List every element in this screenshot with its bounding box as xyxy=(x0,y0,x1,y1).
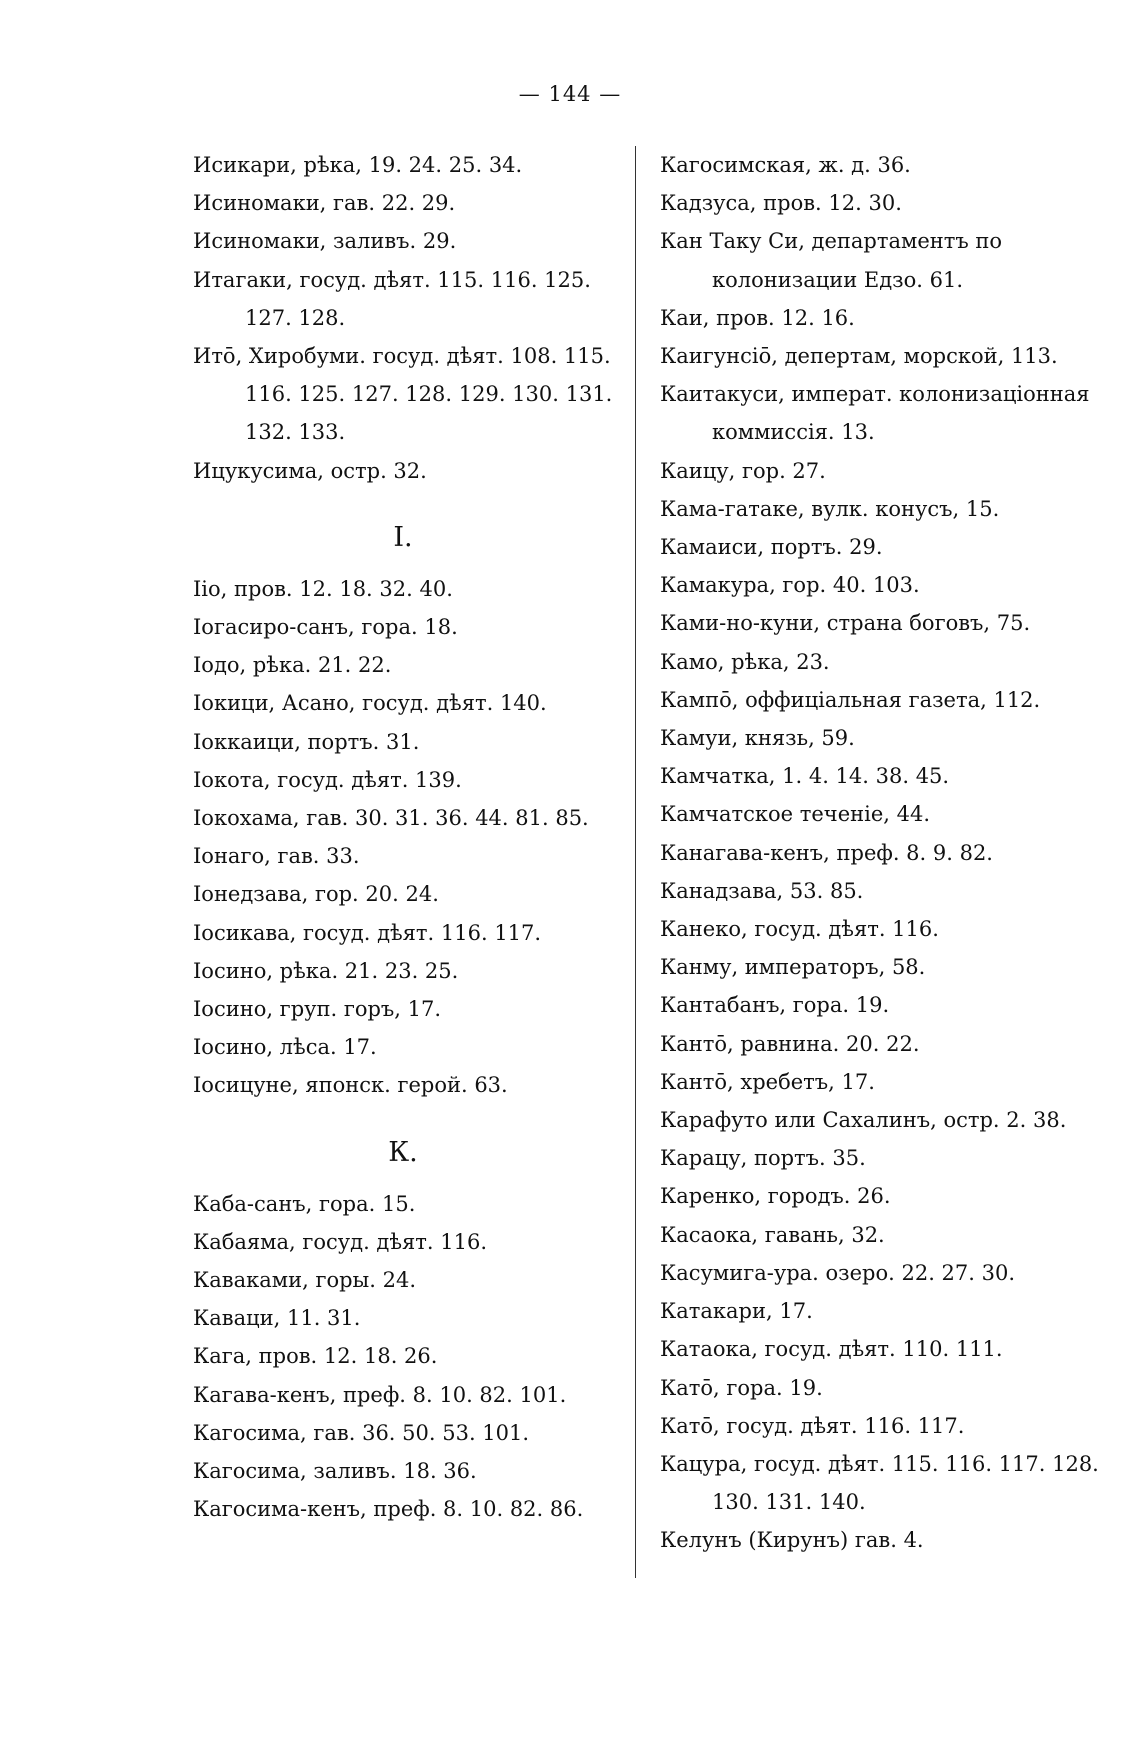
section-heading-i: I. xyxy=(393,521,413,553)
index-entry: Каренко, городъ. 26. xyxy=(660,1184,891,1209)
column-divider xyxy=(635,146,636,1578)
index-entry: Катō, госуд. дѣят. 116. 117. xyxy=(660,1413,965,1438)
index-entry: Касумига-ура. озеро. 22. 27. 30. xyxy=(660,1260,1016,1285)
index-entry: Ицукусима, остр. 32. xyxy=(193,458,427,483)
index-entry: Касаока, гавань, 32. xyxy=(660,1222,885,1247)
index-entry: Іосицуне, японск. герой. 63. xyxy=(193,1073,508,1098)
index-entry: Кабаяма, госуд. дѣят. 116. xyxy=(193,1229,487,1254)
index-entry: Исиномаки, гав. 22. 29. xyxy=(193,191,456,216)
index-entry: Іонаго, гав. 33. xyxy=(193,844,360,869)
index-entry: Кагава-кенъ, преф. 8. 10. 82. 101. xyxy=(193,1382,567,1407)
index-entry: Катакари, 17. xyxy=(660,1299,813,1324)
group-top xyxy=(193,146,613,490)
index-entry: Іокохама, гав. 30. 31. 36. 44. 81. 85. xyxy=(193,806,589,831)
index-entry: Карацу, портъ. 35. xyxy=(660,1146,866,1171)
index-entry: Кадзуса, пров. 12. 30. xyxy=(660,191,902,216)
index-entry: Каитакуси, императ. колонизацiонная коммиссiя. 13. xyxy=(660,382,1090,445)
page-number: — 144 — xyxy=(518,82,622,106)
index-entry: Кампō, оффицiальная газета, 112. xyxy=(660,687,1041,712)
index-entry: Іiо, пров. 12. 18. 32. 40. xyxy=(193,576,453,601)
index-entry: Катō, гора. 19. xyxy=(660,1375,823,1400)
index-entry: Канеко, госуд. дѣят. 116. xyxy=(660,917,939,942)
index-entry: Камчатское теченiе, 44. xyxy=(660,802,931,827)
index-entry: Каба-санъ, гора. 15. xyxy=(193,1191,416,1216)
index-entry: Итō, Хиробуми. госуд. дѣят. 108. 115. 116. 125. 127. 128. 129. 130. 131. 132. 133. xyxy=(193,344,613,445)
index-entry: Кагосимская, ж. д. 36. xyxy=(660,153,911,177)
index-entry: Іосикава, госуд. дѣят. 116. 117. xyxy=(193,920,542,945)
group-i xyxy=(193,570,613,1105)
index-entry: Каи, пров. 12. 16. xyxy=(660,305,855,330)
index-entry: Кантабанъ, гора. 19. xyxy=(660,993,890,1018)
index-entry: Исиномаки, заливъ. 29. xyxy=(193,229,457,254)
index-entry: Камуи, князь, 59. xyxy=(660,726,855,751)
index-entry: Іокота, госуд. дѣят. 139. xyxy=(193,767,462,792)
index-entry: Ками-но-куни, страна боговъ, 75. xyxy=(660,611,1031,636)
index-entry: Іосино, груп. горъ, 17. xyxy=(193,997,442,1022)
left-column xyxy=(193,146,613,1529)
index-entry: Камаиси, портъ. 29. xyxy=(660,535,883,560)
index-entry: Іокици, Асано, госуд. дѣят. 140. xyxy=(193,691,547,716)
index-entry: Іодо, рѣка. 21. 22. xyxy=(193,653,392,678)
index-entry: Камо, рѣка, 23. xyxy=(660,649,830,674)
index-entry: Каваци, 11. 31. xyxy=(193,1306,361,1331)
section-heading-k: К. xyxy=(388,1136,418,1168)
index-entry: Кагосима-кенъ, преф. 8. 10. 82. 86. xyxy=(193,1497,584,1522)
index-entry: Іонедзава, гор. 20. 24. xyxy=(193,882,439,907)
index-entry: Келунъ (Кирунъ) гав. 4. xyxy=(660,1528,924,1553)
index-entry: Канагава-кенъ, преф. 8. 9. 82. xyxy=(660,840,993,865)
index-entry: Іогасиро-санъ, гора. 18. xyxy=(193,615,458,640)
index-entry: Кантō, равнина. 20. 22. xyxy=(660,1031,920,1056)
index-entry: Исикари, рѣка, 19. 24. 25. 34. xyxy=(193,153,523,177)
index-entry: Каигунсiō, депертам, морской, 113. xyxy=(660,344,1058,369)
index-entry: Канму, императоръ, 58. xyxy=(660,955,926,980)
index-entry: Камчатка, 1. 4. 14. 38. 45. xyxy=(660,764,950,789)
index-entry: Камакура, гор. 40. 103. xyxy=(660,573,920,598)
index-entry: Кацура, госуд. дѣят. 115. 116. 117. 128. 130. 131. 140. xyxy=(660,1451,1099,1515)
index-entry: Карафуто или Сахалинъ, остр. 2. 38. xyxy=(660,1108,1067,1133)
index-entry: Итагаки, госуд. дѣят. 115. 116. 125. 127. 128. xyxy=(193,267,591,330)
index-entry: Катаока, госуд. дѣят. 110. 111. xyxy=(660,1337,1003,1362)
index-entry: Каицу, гор. 27. xyxy=(660,458,826,483)
index-entry: Кагосима, заливъ. 18. 36. xyxy=(193,1459,477,1484)
group-k xyxy=(193,1185,613,1529)
index-entry: Каваками, горы. 24. xyxy=(193,1268,416,1293)
index-entry: Іосино, лѣса. 17. xyxy=(193,1035,377,1060)
index-entry: Кан Таку Си, департаментъ по колонизации Едзо. 61. xyxy=(660,229,1003,292)
index-entry: Канадзава, 53. 85. xyxy=(660,878,864,903)
index-entry: Кантō, хребетъ, 17. xyxy=(660,1069,875,1094)
index-entry: Іосино, рѣка. 21. 23. 25. xyxy=(193,958,459,983)
right-column xyxy=(660,146,1100,1560)
index-entry: Іоккаици, портъ. 31. xyxy=(193,729,420,754)
index-entry: Кагосима, гав. 36. 50. 53. 101. xyxy=(193,1420,530,1445)
index-entry: Кама-гатаке, вулк. конусъ, 15. xyxy=(660,496,1000,521)
index-entry: Кага, пров. 12. 18. 26. xyxy=(193,1344,438,1369)
